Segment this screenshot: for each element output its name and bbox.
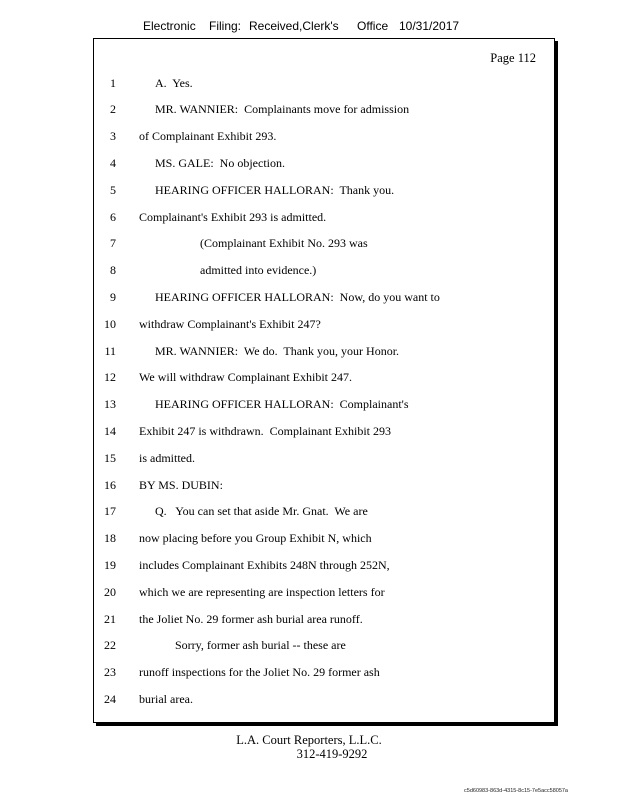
reporter-phone: 312-419-9292 (296, 747, 368, 761)
line-number: 2 (110, 102, 116, 117)
filing-header-word-filing: Filing: (209, 19, 242, 33)
transcript-line: HEARING OFFICER HALLORAN: Thank you. (155, 182, 395, 197)
line-number: 1 (110, 75, 116, 90)
document-id: c5d60983-863d-4315-8c15-7e5acc58057a (464, 788, 568, 794)
transcript-line: Exhibit 247 is withdrawn. Complainant Exhibit 293 (139, 423, 391, 438)
reporter-company: L.A. Court Reporters, L.L.C. (236, 733, 382, 747)
transcript-line: admitted into evidence.) (200, 263, 317, 278)
transcript-line: burial area. (139, 691, 193, 706)
line-number: 22 (104, 638, 116, 653)
line-number: 12 (104, 370, 116, 385)
line-number: 19 (104, 557, 116, 572)
filing-header-word-office: Office (357, 19, 389, 33)
transcript-line: the Joliet No. 29 former ash burial area runoff. (139, 611, 363, 626)
line-number: 21 (104, 611, 116, 626)
line-number: 7 (110, 236, 116, 251)
transcript-line: runoff inspections for the Joliet No. 29 former ash (139, 665, 380, 680)
transcript-line: now placing before you Group Exhibit N, which (139, 531, 372, 546)
line-number: 24 (104, 691, 116, 706)
line-number: 6 (110, 209, 116, 224)
transcript-line: BY MS. DUBIN: (139, 477, 223, 492)
transcript-line: is admitted. (139, 450, 195, 465)
transcript-line: Sorry, former ash burial -- these are (175, 638, 346, 653)
filing-header-word-electronic: Electronic (143, 19, 196, 33)
line-number: 3 (110, 129, 116, 144)
transcript-line: includes Complainant Exhibits 248N through 252N, (139, 557, 390, 572)
transcript-line: HEARING OFFICER HALLORAN: Now, do you want to (155, 289, 440, 304)
reporter-footer (0, 733, 618, 761)
line-number: 10 (104, 316, 116, 331)
transcript-line: which we are representing are inspection letters for (139, 584, 385, 599)
line-number: 11 (104, 343, 116, 358)
transcript-line: Complainant's Exhibit 293 is admitted. (139, 209, 327, 224)
transcript-line: MR. WANNIER: Complainants move for admission (155, 102, 410, 117)
line-number: 17 (104, 504, 116, 519)
line-number: 14 (104, 423, 116, 438)
page-number: Page 112 (490, 51, 536, 65)
line-number: 13 (104, 397, 116, 412)
line-number: 23 (104, 665, 116, 680)
transcript-line: Q. You can set that aside Mr. Gnat. We are (155, 504, 368, 519)
transcript-line: of Complainant Exhibit 293. (139, 129, 277, 144)
line-number: 16 (104, 477, 116, 492)
transcript-page (93, 38, 555, 723)
line-number: 9 (110, 289, 116, 304)
filing-header-date: 10/31/2017 (399, 19, 460, 33)
transcript-line: withdraw Complainant's Exhibit 247? (139, 316, 321, 331)
transcript-line: MR. WANNIER: We do. Thank you, your Honor. (155, 343, 400, 358)
transcript-line: We will withdraw Complainant Exhibit 247. (139, 370, 353, 385)
filing-header-word-received: Received,Clerk's (249, 19, 339, 33)
line-number: 18 (104, 531, 116, 546)
transcript-line: HEARING OFFICER HALLORAN: Complainant's (155, 397, 409, 412)
transcript-line: MS. GALE: No objection. (155, 155, 285, 170)
line-number: 8 (110, 263, 116, 278)
transcript-line: (Complainant Exhibit No. 293 was (200, 236, 368, 251)
line-number: 5 (110, 182, 116, 197)
line-number: 4 (110, 155, 116, 170)
line-number: 20 (104, 584, 116, 599)
line-number: 15 (104, 450, 116, 465)
transcript-line: A. Yes. (155, 75, 193, 90)
